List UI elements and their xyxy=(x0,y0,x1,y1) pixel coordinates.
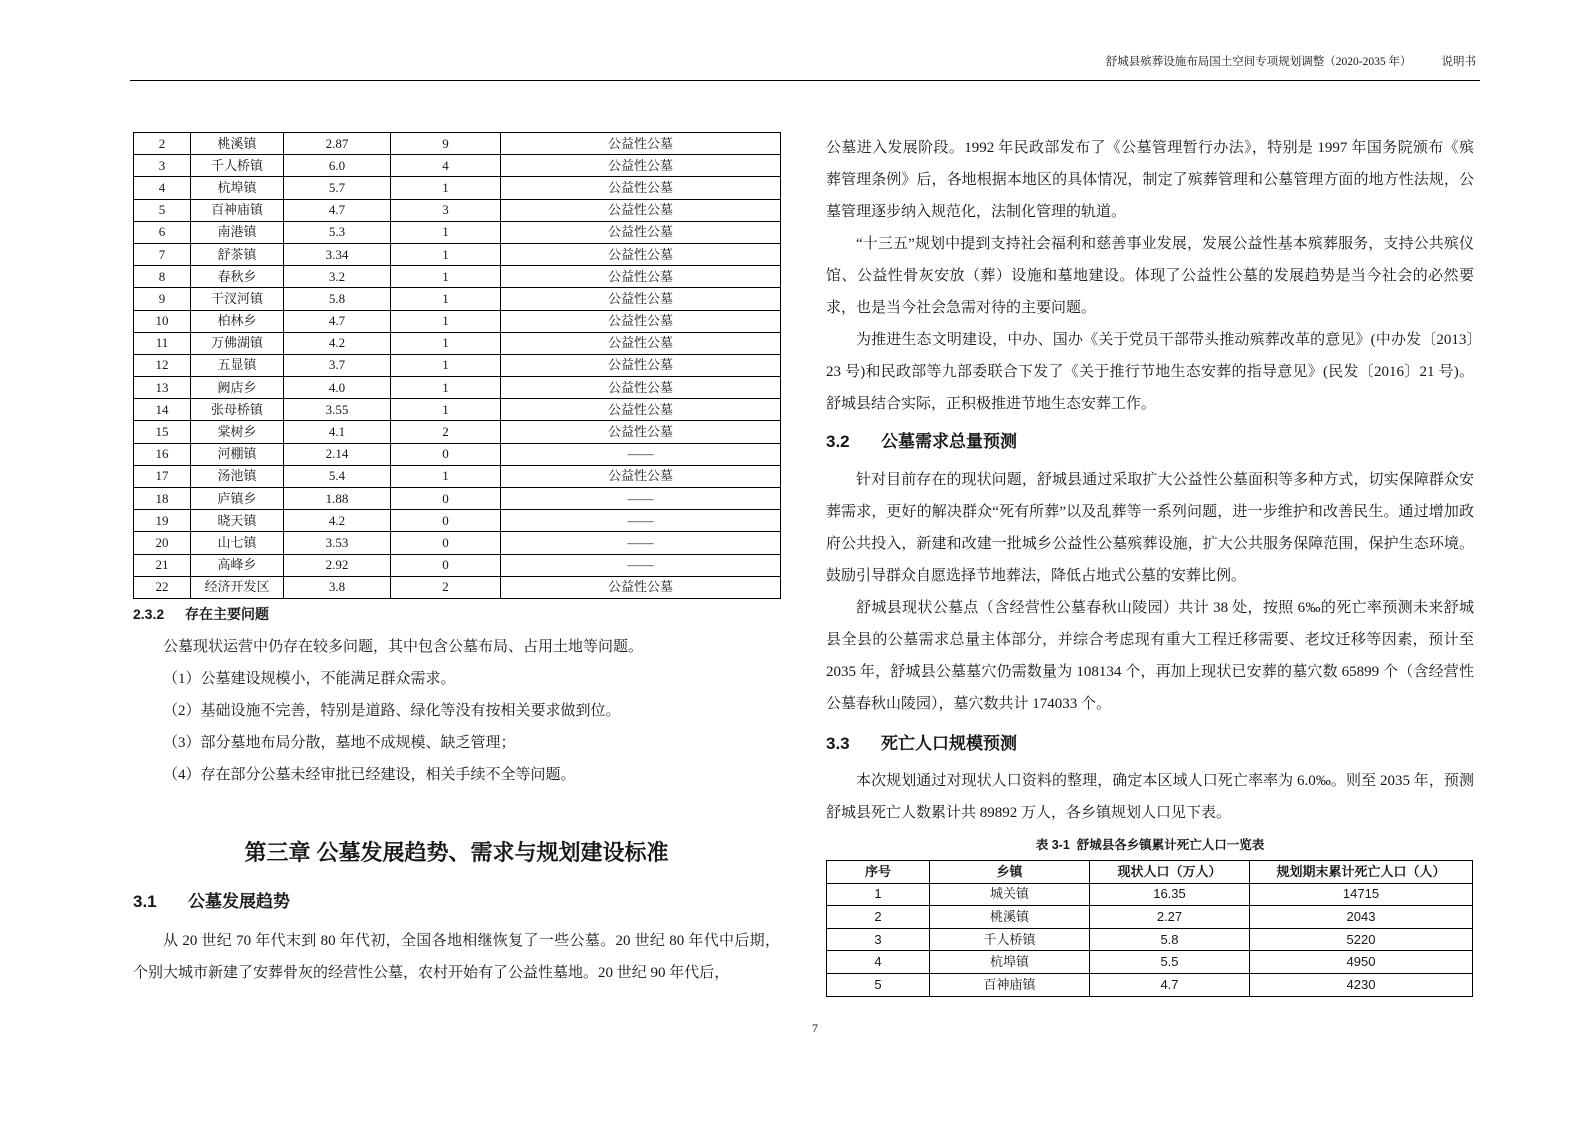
cell-town: 万佛湖镇 xyxy=(191,332,284,354)
cell-type: 公益性公墓 xyxy=(501,288,781,310)
cell-town: 张母桥镇 xyxy=(191,399,284,421)
list-item: （2）基础设施不完善，特别是道路、绿化等没有按相关要求做到位。 xyxy=(163,702,621,719)
cell-area: 6.0 xyxy=(284,155,391,177)
header-population: 现状人口（万人） xyxy=(1090,861,1250,884)
cell-type: —— xyxy=(501,554,781,576)
section-number: 3.3 xyxy=(826,734,850,753)
table-row xyxy=(134,221,781,243)
town-cemetery-table-body xyxy=(134,133,781,599)
cell-area: 3.55 xyxy=(284,399,391,421)
table-row xyxy=(134,199,781,221)
cell-count: 3 xyxy=(391,199,501,221)
cell-type: —— xyxy=(501,510,781,532)
table-row xyxy=(827,951,1473,974)
header-index: 序号 xyxy=(827,861,930,884)
town-cemetery-table xyxy=(133,132,781,599)
left-column xyxy=(133,132,780,989)
table-row xyxy=(134,155,781,177)
table-row xyxy=(134,310,781,332)
table-row xyxy=(134,332,781,354)
paragraph: 从 20 世纪 70 年代末到 80 年代初，全国各地相继恢复了一些公墓。20 世纪 80 年代中后期，个别大城市新建了安葬骨灰的经营性公墓，农村开始有了公益性墓地。20 世纪 90 年代后， xyxy=(133,932,780,981)
cell-town: 河棚镇 xyxy=(191,443,284,465)
list-item: （3）部分墓地布局分散，墓地不成规模、缺乏管理； xyxy=(163,734,516,751)
cell-index: 3 xyxy=(827,928,930,951)
cell-town: 棠树乡 xyxy=(191,421,284,443)
cell-type: 公益性公墓 xyxy=(501,465,781,487)
cell-town: 千人桥镇 xyxy=(191,155,284,177)
cell-town: 百神庙镇 xyxy=(191,199,284,221)
table-row xyxy=(134,354,781,376)
cell-index: 2 xyxy=(134,133,191,155)
cell-index: 8 xyxy=(134,266,191,288)
cell-type: 公益性公墓 xyxy=(501,399,781,421)
paragraph: 为推进生态文明建设，中办、国办《关于党员干部带头推动殡葬改革的意见》(中办发〔2013〕23 号)和民政部等九部委联合下发了《关于推行节地生态安葬的指导意见》(民发〔2016〕21 号)。舒城县结合实际，正积极推进节地生态安葬工作。 xyxy=(826,332,1474,412)
cell-count: 0 xyxy=(391,443,501,465)
cell-area: 4.1 xyxy=(284,421,391,443)
right-column xyxy=(826,132,1474,997)
cell-type: —— xyxy=(501,443,781,465)
cell-town: 舒茶镇 xyxy=(191,243,284,265)
section-title: 公墓发展趋势 xyxy=(188,891,290,911)
cell-town: 汤池镇 xyxy=(191,465,284,487)
cell-town: 五显镇 xyxy=(191,354,284,376)
cell-count: 1 xyxy=(391,354,501,376)
list-item: （4）存在部分公墓未经审批已经建设，相关手续不全等问题。 xyxy=(163,766,576,783)
cell-type: 公益性公墓 xyxy=(501,421,781,443)
cell-town: 杭埠镇 xyxy=(191,177,284,199)
section-number: 3.1 xyxy=(133,891,157,911)
cell-type: —— xyxy=(501,532,781,554)
cell-area: 5.4 xyxy=(284,465,391,487)
list-item: （1）公墓建设规模小，不能满足群众需求。 xyxy=(163,670,456,687)
header-deaths: 规划期末累计死亡人口（人） xyxy=(1250,861,1473,884)
section-number: 3.2 xyxy=(826,432,850,451)
cell-deaths: 4950 xyxy=(1250,951,1473,974)
cell-index: 21 xyxy=(134,554,191,576)
page-number: 7 xyxy=(812,1021,818,1035)
cell-index: 5 xyxy=(827,973,930,996)
cell-deaths: 2043 xyxy=(1250,906,1473,929)
cell-count: 1 xyxy=(391,377,501,399)
cell-count: 1 xyxy=(391,399,501,421)
cell-population: 4.7 xyxy=(1090,973,1250,996)
cell-type: —— xyxy=(501,488,781,510)
cell-index: 18 xyxy=(134,488,191,510)
cell-count: 1 xyxy=(391,221,501,243)
cell-town: 庐镇乡 xyxy=(191,488,284,510)
cell-deaths: 4230 xyxy=(1250,973,1473,996)
cell-population: 2.27 xyxy=(1090,906,1250,929)
table-row xyxy=(134,133,781,155)
cell-type: 公益性公墓 xyxy=(501,354,781,376)
cell-count: 1 xyxy=(391,332,501,354)
cell-type: 公益性公墓 xyxy=(501,243,781,265)
paragraph: 公墓现状运营中仍存在较多问题，其中包含公墓布局、占用土地等问题。 xyxy=(163,638,644,655)
cell-town: 阙店乡 xyxy=(191,377,284,399)
cell-index: 14 xyxy=(134,399,191,421)
cell-index: 20 xyxy=(134,532,191,554)
cell-count: 0 xyxy=(391,510,501,532)
cell-index: 17 xyxy=(134,465,191,487)
cell-type: 公益性公墓 xyxy=(501,133,781,155)
cell-index: 22 xyxy=(134,576,191,598)
cell-population: 16.35 xyxy=(1090,883,1250,906)
cell-count: 1 xyxy=(391,177,501,199)
section-heading-3-3 xyxy=(826,724,1474,764)
cell-type: 公益性公墓 xyxy=(501,332,781,354)
document-title: 舒城县殡葬设施布局国土空间专项规划调整（2020-2035 年） xyxy=(1105,56,1412,68)
paragraph: 舒城县现状公墓点（含经营性公墓春秋山陵园）共计 38 处，按照 6‰的死亡率预测未来舒城县全县的公墓需求总量主体部分，并综合考虑现有重大工程迁移需要、老坟迁移等因素，预计至 2035 年，舒城县公墓墓穴仍需数量为 108134 个，再加上现状已安葬的墓穴数 65899 个（含经营性公墓春秋山陵园），墓穴数共计 174033 个。 xyxy=(826,600,1474,712)
cell-area: 3.34 xyxy=(284,243,391,265)
cell-town: 春秋乡 xyxy=(191,266,284,288)
cell-index: 15 xyxy=(134,421,191,443)
table-row xyxy=(134,243,781,265)
cell-count: 4 xyxy=(391,155,501,177)
cell-town: 南港镇 xyxy=(191,221,284,243)
cell-index: 13 xyxy=(134,377,191,399)
section-title: 存在主要问题 xyxy=(185,605,269,622)
cell-town: 桃溪镇 xyxy=(930,906,1090,929)
cell-index: 12 xyxy=(134,354,191,376)
paragraph: 本次规划通过对现状人口资料的整理，确定本区域人口死亡率率为 6.0‰。则至 2035 年，预测舒城县死亡人数累计共 89892 万人，各乡镇规划人口见下表。 xyxy=(826,773,1474,821)
section-title: 公墓需求总量预测 xyxy=(881,432,1017,451)
cell-index: 1 xyxy=(827,883,930,906)
cell-area: 5.3 xyxy=(284,221,391,243)
table-row xyxy=(134,465,781,487)
cell-town: 晓天镇 xyxy=(191,510,284,532)
cell-index: 16 xyxy=(134,443,191,465)
cell-index: 11 xyxy=(134,332,191,354)
cell-area: 4.7 xyxy=(284,310,391,332)
cell-area: 1.88 xyxy=(284,488,391,510)
cell-index: 4 xyxy=(134,177,191,199)
table-header-row xyxy=(827,861,1473,884)
cell-type: 公益性公墓 xyxy=(501,199,781,221)
death-population-table-body xyxy=(827,883,1473,996)
cell-area: 2.14 xyxy=(284,443,391,465)
table-row xyxy=(134,510,781,532)
paragraph: “十三五”规划中提到支持社会福利和慈善事业发展，发展公益性基本殡葬服务，支持公共殡仪馆、公益性骨灰安放（葬）设施和墓地建设。体现了公益性公墓的发展趋势是当今社会的必然要求，也是当今社会急需对待的主要问题。 xyxy=(826,236,1474,316)
death-population-table xyxy=(826,860,1473,997)
cell-area: 3.8 xyxy=(284,576,391,598)
cell-area: 3.7 xyxy=(284,354,391,376)
table-row xyxy=(134,554,781,576)
cell-index: 6 xyxy=(134,221,191,243)
cell-town: 百神庙镇 xyxy=(930,973,1090,996)
paragraph: 针对目前存在的现状问题，舒城县通过采取扩大公益性公墓面积等多种方式，切实保障群众安葬需求，更好的解决群众“死有所葬”以及乱葬等一系列问题，进一步维护和改善民生。通过增加政府公共投入，新建和改建一批城乡公益性公墓殡葬设施，扩大公共服务保障范围，保护生态环境。鼓励引导群众自愿选择节地葬法，降低占地式公墓的安葬比例。 xyxy=(826,472,1474,584)
cell-type: 公益性公墓 xyxy=(501,377,781,399)
cell-deaths: 5220 xyxy=(1250,928,1473,951)
cell-type: 公益性公墓 xyxy=(501,155,781,177)
table-row xyxy=(134,177,781,199)
page-header xyxy=(1106,54,1476,70)
cell-area: 5.7 xyxy=(284,177,391,199)
cell-deaths: 14715 xyxy=(1250,883,1473,906)
cell-count: 1 xyxy=(391,288,501,310)
header-divider xyxy=(130,80,1480,81)
section-heading-2-3-2 xyxy=(133,599,780,629)
cell-index: 19 xyxy=(134,510,191,532)
table-row xyxy=(134,288,781,310)
cell-area: 2.87 xyxy=(284,133,391,155)
cell-type: 公益性公墓 xyxy=(501,266,781,288)
cell-town: 柏林乡 xyxy=(191,310,284,332)
cell-type: 公益性公墓 xyxy=(501,310,781,332)
cell-town: 千人桥镇 xyxy=(930,928,1090,951)
cell-count: 1 xyxy=(391,243,501,265)
cell-type: 公益性公墓 xyxy=(501,221,781,243)
cell-area: 4.2 xyxy=(284,510,391,532)
cell-index: 3 xyxy=(134,155,191,177)
cell-count: 2 xyxy=(391,576,501,598)
cell-index: 4 xyxy=(827,951,930,974)
cell-area: 5.8 xyxy=(284,288,391,310)
paragraph: 公墓进入发展阶段。1992 年民政部发布了《公墓管理暂行办法》，特别是 1997 年国务院颁布《殡葬管理条例》后，各地根据本地区的具体情况，制定了殡葬管理和公墓管理方面的地方性法规，公墓管理逐步纳入规范化，法制化管理的轨道。 xyxy=(826,140,1474,220)
cell-index: 9 xyxy=(134,288,191,310)
cell-type: 公益性公墓 xyxy=(501,576,781,598)
table-row xyxy=(134,399,781,421)
header-town: 乡镇 xyxy=(930,861,1090,884)
cell-town: 经济开发区 xyxy=(191,576,284,598)
table-row xyxy=(134,532,781,554)
cell-area: 3.2 xyxy=(284,266,391,288)
table-row xyxy=(134,266,781,288)
chapter-title: 第三章 公墓发展趋势、需求与规划建设标准 xyxy=(244,839,669,865)
section-title: 死亡人口规模预测 xyxy=(881,734,1017,753)
cell-area: 4.7 xyxy=(284,199,391,221)
cell-area: 4.2 xyxy=(284,332,391,354)
cell-count: 0 xyxy=(391,532,501,554)
cell-type: 公益性公墓 xyxy=(501,177,781,199)
table-row xyxy=(134,443,781,465)
cell-index: 5 xyxy=(134,199,191,221)
cell-index: 10 xyxy=(134,310,191,332)
cell-population: 5.5 xyxy=(1090,951,1250,974)
cell-count: 1 xyxy=(391,465,501,487)
cell-count: 0 xyxy=(391,488,501,510)
cell-population: 5.8 xyxy=(1090,928,1250,951)
table-row xyxy=(134,421,781,443)
table-row xyxy=(827,973,1473,996)
table-row xyxy=(134,576,781,598)
table-row xyxy=(827,906,1473,929)
table-caption: 表 3-1 舒城县各乡镇累计死亡人口一览表 xyxy=(1035,838,1265,852)
table-row xyxy=(134,377,781,399)
table-row xyxy=(827,883,1473,906)
cell-count: 0 xyxy=(391,554,501,576)
table-row xyxy=(827,928,1473,951)
cell-count: 1 xyxy=(391,266,501,288)
cell-area: 3.53 xyxy=(284,532,391,554)
cell-index: 7 xyxy=(134,243,191,265)
section-number: 2.3.2 xyxy=(133,605,165,622)
section-heading-3-2 xyxy=(826,422,1474,462)
cell-count: 2 xyxy=(391,421,501,443)
table-row xyxy=(134,488,781,510)
cell-town: 干汊河镇 xyxy=(191,288,284,310)
cell-town: 桃溪镇 xyxy=(191,133,284,155)
cell-town: 杭埠镇 xyxy=(930,951,1090,974)
cell-town: 城关镇 xyxy=(930,883,1090,906)
section-heading-3-1 xyxy=(133,884,780,920)
cell-area: 2.92 xyxy=(284,554,391,576)
cell-town: 高峰乡 xyxy=(191,554,284,576)
document-type: 说明书 xyxy=(1441,56,1476,68)
cell-count: 9 xyxy=(391,133,501,155)
cell-area: 4.0 xyxy=(284,377,391,399)
cell-town: 山七镇 xyxy=(191,532,284,554)
cell-count: 1 xyxy=(391,310,501,332)
cell-index: 2 xyxy=(827,906,930,929)
